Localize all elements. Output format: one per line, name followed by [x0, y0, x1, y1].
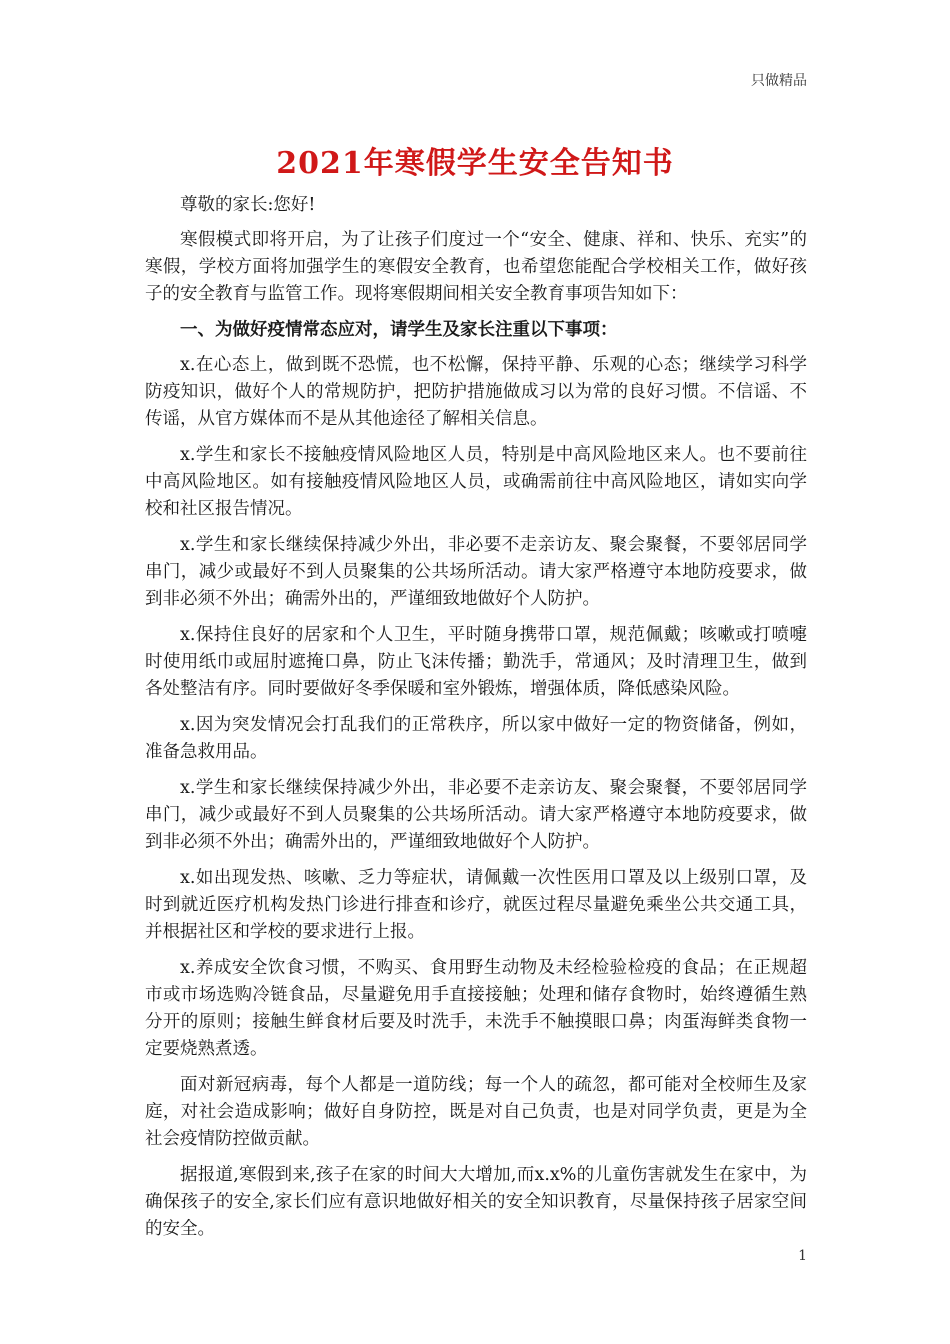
- list-item: x.如出现发热、咳嗽、乏力等症状，请佩戴一次性医用口罩及以上级别口罩，及时到就近医疗机构发热门诊进行排查和诊疗，就医过程尽量避免乘坐公共交通工具，并根据社区和学校的要求进行上报。: [145, 868, 807, 942]
- page-number: 1: [798, 1248, 807, 1264]
- list-item: x.学生和家长不接触疫情风险地区人员，特别是中高风险地区来人。也不要前往中高风险地区。如有接触疫情风险地区人员，或确需前往中高风险地区，请如实向学校和社区报告情况。: [145, 445, 807, 519]
- document-title: 2021年寒假学生安全告知书: [276, 146, 674, 181]
- section-heading: 一、为做好疫情常态应对，请学生及家长注重以下事项：: [180, 320, 618, 340]
- list-item: x.学生和家长继续保持减少外出，非必要不走亲访友、聚会聚餐，不要邻居同学串门，减少或最好不到人员聚集的公共场所活动。请大家严格遵守本地防疫要求，做到非必须不外出；确需外出的，严谨细致地做好个人防护。: [145, 778, 807, 852]
- header-note: 只做精品: [751, 73, 807, 89]
- document-body: [145, 192, 807, 1252]
- greeting: 尊敬的家长:您好!: [180, 195, 316, 215]
- list-item: x.保持住良好的居家和个人卫生，平时随身携带口罩，规范佩戴；咳嗽或打喷嚏时使用纸巾或屈肘遮掩口鼻，防止飞沫传播；勤洗手，常通风；及时清理卫生，做到各处整洁有序。同时要做好冬季保暖和室外锻炼，增强体质，降低感染风险。: [145, 625, 807, 699]
- list-item: x.学生和家长继续保持减少外出，非必要不走亲访友、聚会聚餐，不要邻居同学串门，减少或最好不到人员聚集的公共场所活动。请大家严格遵守本地防疫要求，做到非必须不外出；确需外出的，严谨细致地做好个人防护。: [145, 535, 807, 609]
- list-item: x.养成安全饮食习惯，不购买、食用野生动物及未经检验检疫的食品；在正规超市或市场选购冷链食品，尽量避免用手直接接触；处理和储存食物时，始终遵循生熟分开的原则；接触生鲜食材后要及时洗手，未洗手不触摸眼口鼻；肉蛋海鲜类食物一定要烧熟煮透。: [145, 958, 807, 1059]
- intro-paragraph: 寒假模式即将开启，为了让孩子们度过一个“安全、健康、祥和、快乐、充实”的寒假，学校方面将加强学生的寒假安全教育，也希望您能配合学校相关工作，做好孩子的安全教育与监管工作。现将寒假期间相关安全教育事项告知如下：: [145, 230, 807, 304]
- list-item: x.在心态上，做到既不恐慌，也不松懈，保持平静、乐观的心态；继续学习科学防疫知识，做好个人的常规防护，把防护措施做成习以为常的良好习惯。不信谣、不传谣，从官方媒体而不是从其他途径了解相关信息。: [145, 355, 807, 429]
- closing-paragraph: 据报道,寒假到来,孩子在家的时间大大增加,而x.x%的儿童伤害就发生在家中，为确保孩子的安全,家长们应有意识地做好相关的安全知识教育，尽量保持孩子居家空间的安全。: [145, 1165, 807, 1239]
- list-item: x.因为突发情况会打乱我们的正常秩序，所以家中做好一定的物资储备，例如，准备急救用品。: [145, 715, 807, 762]
- closing-paragraph: 面对新冠病毒，每个人都是一道防线；每一个人的疏忽，都可能对全校师生及家庭，对社会造成影响；做好自身防控，既是对自己负责，也是对同学负责，更是为全社会疫情防控做贡献。: [145, 1075, 807, 1149]
